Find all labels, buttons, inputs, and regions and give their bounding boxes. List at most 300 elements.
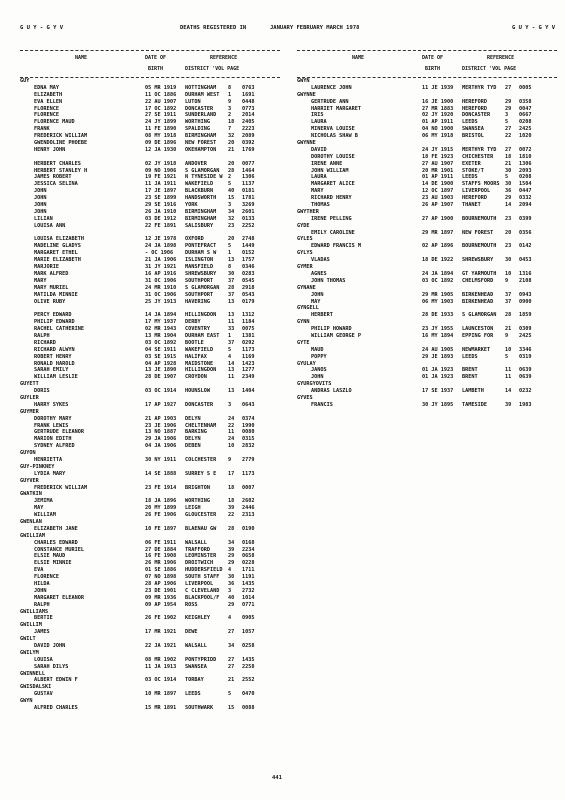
volume: 21	[505, 160, 512, 167]
page-ref: 0319	[519, 353, 532, 360]
entry-row	[20, 209, 280, 216]
page-ref: 0142	[519, 243, 532, 250]
left-column	[20, 50, 280, 712]
page-ref: 1423	[242, 360, 255, 367]
date-of-birth: 01 AP 1911	[422, 174, 454, 181]
entry-row	[297, 402, 557, 409]
volume: 34	[228, 643, 235, 650]
volume: 11	[228, 429, 235, 436]
volume: 5	[505, 353, 509, 360]
district: N TYNESIDE W	[185, 174, 223, 181]
forename: HERBERT STANLEY H	[34, 167, 88, 174]
volume: 30	[505, 181, 512, 188]
page-ref: 1020	[519, 133, 532, 140]
forename: LAURENCE JOHN	[311, 84, 352, 91]
entry-row	[20, 588, 280, 595]
page-ref: 0639	[519, 374, 532, 381]
entry-row	[20, 705, 280, 712]
date-of-birth: 18 JA 1896	[145, 498, 177, 505]
date-of-birth: 22 JA 1921	[145, 643, 177, 650]
volume: 20	[228, 236, 235, 243]
volume: 3	[228, 401, 232, 408]
entry-row	[297, 299, 557, 306]
volume: 13	[228, 367, 235, 374]
date-of-birth: 03 DE 1912	[145, 215, 177, 222]
header-period: JANUARY FEBRUARY MARCH 1978	[270, 25, 360, 31]
entry-row	[20, 657, 280, 664]
page-ref: 2918	[242, 284, 255, 291]
forename: VLADAS	[311, 257, 330, 264]
district: MERTHYR TYD	[462, 84, 497, 91]
entry-row	[297, 133, 557, 140]
entry-row	[297, 154, 557, 161]
page-ref: 0905	[242, 615, 255, 622]
date-of-birth: 21 AP 1903	[145, 415, 177, 422]
date-of-birth: 29 JE 1893	[422, 353, 454, 360]
heading-date-of: DATE OF	[422, 55, 444, 61]
entry-row	[297, 271, 557, 278]
date-of-birth: 23 SE 1899	[145, 195, 177, 202]
district: LEIGH	[185, 505, 201, 512]
page-ref: 1711	[242, 567, 255, 574]
entry-row	[20, 223, 280, 230]
page-ref: 1173	[242, 346, 255, 353]
volume: 23	[228, 222, 235, 229]
date-of-birth: 29 MR 1897	[422, 229, 454, 236]
forename: GERTRUDE ELEANOR	[34, 429, 84, 436]
page-ref: 0190	[242, 525, 255, 532]
district: SOUTH STAFF	[185, 574, 220, 581]
forename: MINERVA LOUISE	[311, 126, 355, 133]
volume: 3	[505, 112, 509, 119]
entry-row	[20, 106, 280, 113]
entry-row	[297, 292, 557, 299]
entry-row	[20, 553, 280, 560]
date-of-birth: 29 MR 1905	[422, 291, 454, 298]
forename: HENRY JOHN	[34, 146, 66, 153]
page-ref: 2313	[242, 512, 255, 519]
district: DELYN	[185, 415, 201, 422]
forename: NICHOLAS SHAW B	[311, 133, 358, 140]
header-range-left: G U Y - G Y V	[20, 25, 64, 31]
district: PONTEFRACT	[185, 243, 217, 250]
page-ref: 2234	[242, 546, 255, 553]
date-of-birth: 06 FE 1911	[145, 539, 177, 546]
district: HAVERING	[185, 298, 210, 305]
district: SURREY S E	[185, 470, 217, 477]
forename: PHILIP HOWARD	[311, 326, 352, 333]
volume: 10	[505, 346, 512, 353]
date-of-birth: 11 OC 1886	[145, 91, 177, 98]
district: BOURNEMOUTH	[462, 243, 497, 250]
forename: GWENDOLINE PHOEBE	[34, 140, 88, 147]
entry-row	[297, 119, 557, 126]
entry-row	[297, 202, 557, 209]
forename: PERCY EDWARD	[34, 312, 72, 319]
date-of-birth: 18 DE 1922	[422, 257, 454, 264]
date-of-birth: 03 OC 1892	[422, 277, 454, 284]
surname-heading: GWINNELL	[20, 670, 45, 677]
forename: MAY	[311, 298, 321, 305]
volume: 4	[228, 615, 232, 622]
volume: 27	[505, 146, 512, 153]
entry-row	[20, 92, 280, 99]
forename: IRIS	[311, 112, 324, 119]
entry-row	[297, 106, 557, 113]
page-ref: 2425	[519, 332, 532, 339]
date-of-birth: 11 JA 1913	[145, 663, 177, 670]
entry-row	[20, 140, 280, 147]
district: PONTYPRIDD	[185, 656, 217, 663]
district: WORTHING	[185, 498, 210, 505]
surname-heading: GWYN	[297, 78, 310, 84]
entry-row	[20, 119, 280, 126]
spacer	[20, 230, 280, 237]
entry-row	[20, 512, 280, 519]
forename: LAURA	[311, 119, 327, 126]
entries	[20, 78, 280, 712]
district: LAUNCESTON	[462, 326, 494, 333]
spacer	[20, 305, 280, 312]
district: BLAENAU GW	[185, 525, 217, 532]
date-of-birth: 17 JE 1897	[145, 188, 177, 195]
district: GT YARMOUTH	[462, 270, 497, 277]
page-ref: 1169	[242, 353, 255, 360]
forename: ELIZABETH	[34, 91, 63, 98]
volume: 29	[505, 195, 512, 202]
forename: SARAH DILYS	[34, 663, 69, 670]
page-ref: 2732	[242, 587, 255, 594]
volume: 3	[228, 587, 232, 594]
page-ref: 1057	[242, 629, 255, 636]
page-ref: 0309	[519, 326, 532, 333]
volume: 24	[228, 415, 235, 422]
volume: 18	[228, 119, 235, 126]
volume: 27	[228, 629, 235, 636]
forename: GUSTAV	[34, 691, 53, 698]
entry-row	[297, 168, 557, 175]
page-header	[20, 25, 555, 35]
entry-row	[20, 161, 280, 168]
volume: 21	[228, 677, 235, 684]
page-ref: 0543	[242, 291, 255, 298]
entry-row	[20, 485, 280, 492]
entry-row	[20, 374, 280, 381]
date-of-birth: 21 JA 1906	[145, 257, 177, 264]
volume: 39	[228, 505, 235, 512]
volume: 9	[505, 332, 509, 339]
district: HILLINGDON	[185, 367, 217, 374]
date-of-birth: 12 JA 1930	[145, 146, 177, 153]
surname-heading: GYNN	[297, 319, 310, 326]
forename: LOUISA	[34, 656, 53, 663]
entry-row	[20, 436, 280, 443]
entry-row	[20, 423, 280, 430]
volume: 1	[228, 91, 232, 98]
district: WAKEFIELD	[185, 346, 214, 353]
volume: 2	[228, 174, 232, 181]
date-of-birth: 26 FE 1906	[145, 512, 177, 519]
volume: 8	[228, 264, 232, 271]
date-of-birth: 19 FE 1921	[145, 174, 177, 181]
page-ref: 1983	[519, 401, 532, 408]
date-of-birth: 23 JE 1906	[145, 422, 177, 429]
date-of-birth: 23 DE 1901	[145, 587, 177, 594]
page-ref: 1184	[242, 319, 255, 326]
volume: 7	[228, 126, 232, 133]
header-range-right: G U Y - G Y V	[511, 25, 555, 31]
surname-heading: GUYLER	[20, 394, 39, 401]
district: BIRKENHEAD	[462, 298, 494, 305]
district: DONCASTER	[462, 112, 491, 119]
page-ref: 1464	[242, 167, 255, 174]
volume: 36	[505, 188, 512, 195]
volume: 27	[228, 663, 235, 670]
entry-row	[20, 498, 280, 505]
heading-date-of: DATE OF	[145, 55, 167, 61]
district: C CLEVELAND	[185, 587, 220, 594]
date-of-birth: 02 JY 1920	[422, 112, 454, 119]
date-of-birth: 14 SE 1888	[145, 470, 177, 477]
volume: 24	[228, 436, 235, 443]
volume: 18	[505, 153, 512, 160]
entry-row	[297, 388, 557, 395]
volume: 10	[505, 270, 512, 277]
page-ref: 0374	[242, 415, 255, 422]
page-ref: 1306	[519, 160, 532, 167]
page-ref: 1306	[242, 174, 255, 181]
page-ref: 0080	[242, 429, 255, 436]
surname-heading: GWILLIAMS	[20, 608, 49, 615]
forename: JAMES ROBERT	[34, 174, 72, 181]
heading-birth: BIRTH	[148, 66, 164, 72]
date-of-birth: 27 MR 1883	[422, 105, 454, 112]
entry-row	[20, 595, 280, 602]
forename: IRENE ANNE	[311, 160, 343, 167]
volume: 36	[228, 581, 235, 588]
volume: 20	[228, 140, 235, 147]
date-of-birth: 13 JE 1890	[145, 367, 177, 374]
date-of-birth: 24 JY 1915	[422, 146, 454, 153]
page-ref: 3346	[519, 346, 532, 353]
forename: RALPH	[34, 601, 50, 608]
district: CROYDON	[185, 374, 207, 381]
district: BRENT	[462, 367, 478, 374]
district: LEEDS	[185, 691, 201, 698]
forename: HARRY SYKES	[34, 401, 69, 408]
entry-row	[20, 271, 280, 278]
district: BLACKPOOL/F	[185, 594, 220, 601]
page-ref: 0133	[242, 215, 255, 222]
surname-heading: GWYNNE	[297, 140, 316, 147]
date-of-birth: 27 AP 1900	[422, 215, 454, 222]
district: LEEDS	[462, 174, 478, 181]
page-ref: 2252	[242, 222, 255, 229]
entry-row	[20, 677, 280, 684]
volume: 27	[505, 84, 512, 91]
surname-heading: GYNGELL	[297, 305, 319, 312]
page-ref: 1449	[242, 243, 255, 250]
district: COVENTRY	[185, 326, 210, 333]
entries	[297, 78, 557, 409]
page-ref: 2349	[242, 374, 255, 381]
district: SWANSEA	[185, 663, 207, 670]
forename: MAY	[34, 505, 44, 512]
date-of-birth: 06 MY 1903	[422, 298, 454, 305]
forename: MARIE ELIZABETH	[34, 257, 81, 264]
surname-heading: GYURGYOVITS	[297, 381, 332, 388]
date-of-birth: 14 DE 1900	[422, 181, 454, 188]
surname-heading: GYLYS	[297, 250, 313, 257]
volume: 39	[505, 401, 512, 408]
surname-heading: GYTE	[297, 339, 310, 346]
page-ref: 2832	[242, 443, 255, 450]
entry-row	[20, 299, 280, 306]
entry-row	[20, 195, 280, 202]
district: DROITWICH	[185, 560, 214, 567]
page-ref: 2093	[519, 167, 532, 174]
district: BOURNEMOUTH	[462, 215, 497, 222]
volume: 9	[228, 456, 232, 463]
page-ref: 0643	[242, 401, 255, 408]
forename: ROBERT HENRY	[34, 353, 72, 360]
forename: POPPY	[311, 353, 327, 360]
page-ref: 1404	[242, 388, 255, 395]
forename: JOHN	[311, 291, 324, 298]
entry-row	[297, 257, 557, 264]
page-ref: 0007	[242, 484, 255, 491]
volume: 23	[505, 243, 512, 250]
entry-row	[20, 664, 280, 671]
entry-row	[297, 374, 557, 381]
volume: 39	[228, 546, 235, 553]
volume: 3	[228, 202, 232, 209]
entry-row	[20, 168, 280, 175]
district: LEEDS	[462, 353, 478, 360]
date-of-birth: 04 NO 1900	[422, 126, 454, 133]
entry-row	[20, 250, 280, 257]
date-of-birth: 04 SE 1911	[145, 346, 177, 353]
page-ref: 2223	[242, 126, 255, 133]
forename: JOHN	[34, 587, 47, 594]
forename: RONALD HAROLD	[34, 360, 75, 367]
district: S GLAMORGAN	[185, 284, 220, 291]
volume: 40	[228, 188, 235, 195]
page-ref: 0047	[519, 105, 532, 112]
page-ref: 1810	[519, 153, 532, 160]
district: HOUNSLOW	[185, 388, 210, 395]
page-ref: 2552	[242, 677, 255, 684]
district: LEEDS	[462, 119, 478, 126]
page-ref: 0639	[519, 367, 532, 374]
date-of-birth: 09 MR 1936	[145, 594, 177, 601]
forename: MARY	[311, 188, 324, 195]
district: SWANSEA	[462, 126, 484, 133]
forename: JOHN	[34, 188, 47, 195]
entry-row	[20, 202, 280, 209]
district: DEWE	[185, 629, 198, 636]
district: WAKEFIELD	[185, 181, 214, 188]
heading-birth: BIRTH	[425, 66, 441, 72]
district: DONCASTER	[185, 105, 214, 112]
volume: 34	[228, 208, 235, 215]
date-of-birth: 11 JA 1911	[145, 181, 177, 188]
date-of-birth: 24 MR 1910	[145, 284, 177, 291]
district: DONCASTER	[185, 401, 214, 408]
district: SHREWSBURY	[185, 270, 217, 277]
forename: FLORENCE MAUD	[34, 119, 75, 126]
date-of-birth: 12 OC 1897	[422, 188, 454, 195]
district: DERBY	[185, 319, 201, 326]
page-ref: 0346	[242, 264, 255, 271]
date-of-birth: 13 NO 1887	[145, 429, 177, 436]
district: HEREFORD	[462, 195, 487, 202]
forename: WILLIAM	[34, 512, 56, 519]
forename: ELIZABETH JANE	[34, 525, 78, 532]
date-of-birth: 02 MR 1943	[145, 326, 177, 333]
district: DELYN	[185, 436, 201, 443]
district: LAMBETH	[462, 388, 484, 395]
district: HUDDERSFIELD	[185, 567, 223, 574]
entry-row	[297, 216, 557, 223]
surname-heading: GUYON	[20, 450, 36, 457]
volume: 11	[228, 374, 235, 381]
volume: 15	[228, 705, 235, 712]
volume: 23	[505, 215, 512, 222]
date-of-birth: 22 FE 1891	[145, 222, 177, 229]
district: WALSALL	[185, 643, 207, 650]
district: EXETER	[462, 160, 481, 167]
spacer	[20, 154, 280, 161]
page-ref: 1435	[242, 581, 255, 588]
district: DEBEN	[185, 443, 201, 450]
entry-row	[20, 581, 280, 588]
district: BOOTLE	[185, 339, 204, 346]
district: HEREFORD	[462, 105, 487, 112]
surname-heading: GYULAY	[297, 360, 316, 367]
entry-row	[20, 691, 280, 698]
heading-district: DISTRICT 'VOL PAGE	[462, 66, 517, 72]
district: OKEHAMPTON	[185, 146, 217, 153]
page-ref: 0232	[519, 388, 532, 395]
page-ref: 2014	[242, 112, 255, 119]
entry-row	[297, 367, 557, 374]
page-ref: 0179	[242, 298, 255, 305]
date-of-birth: 07 NO 1898	[145, 574, 177, 581]
volume: 28	[228, 284, 235, 291]
date-of-birth: 01 JA 1923	[422, 367, 454, 374]
page-ref: 0315	[242, 436, 255, 443]
page-ref: 0667	[519, 112, 532, 119]
page-ref: 2258	[242, 663, 255, 670]
volume: 30	[505, 167, 512, 174]
entry-row	[297, 126, 557, 133]
entry-row	[20, 292, 280, 299]
entry-row	[297, 278, 557, 285]
page-ref: 0453	[519, 257, 532, 264]
entry-row	[297, 147, 557, 154]
entry-row	[20, 216, 280, 223]
district: COLCHESTER	[185, 456, 217, 463]
page-ref: 1381	[242, 332, 255, 339]
forename: EMILY CAROLINE	[311, 229, 355, 236]
page-ref: 2425	[519, 126, 532, 133]
entry-row	[20, 347, 280, 354]
volume: 22	[228, 422, 235, 429]
volume: 21	[228, 146, 235, 153]
forename: MARY	[34, 277, 47, 284]
forename: RICHARD ALWYN	[34, 346, 75, 353]
